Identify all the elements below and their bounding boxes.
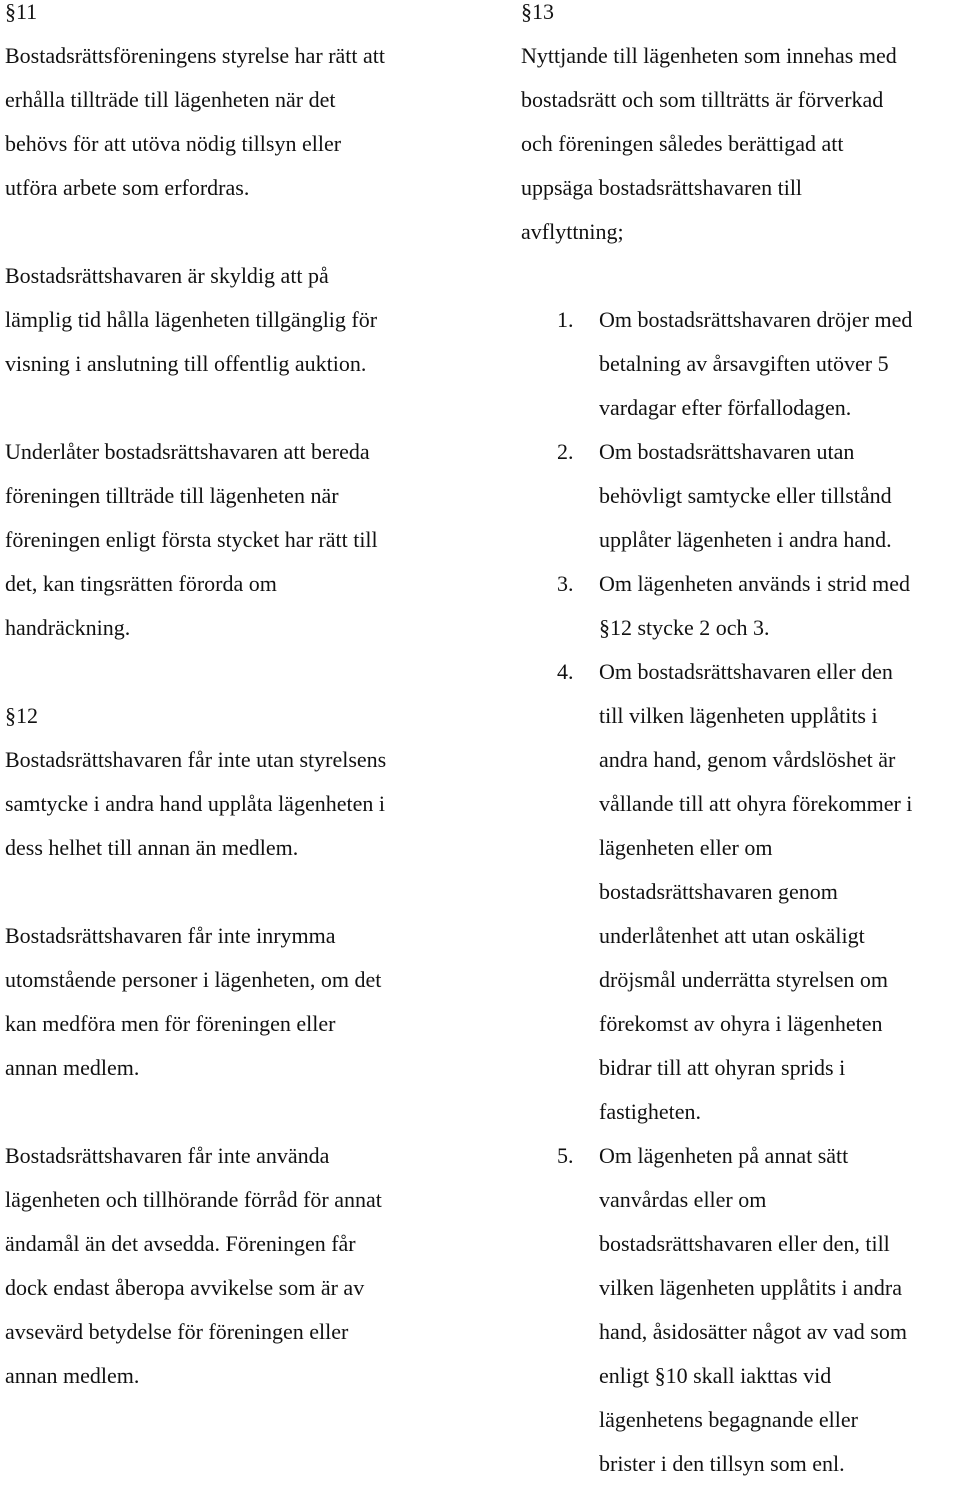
left-column [5,0,455,1398]
paragraph-sublet [5,738,455,870]
text-line: lämplig tid hålla lägenheten tillgänglig för [5,307,378,332]
text-line: föreningen tillträde till lägenheten när [5,483,339,508]
text-line: annan medlem. [5,1055,140,1080]
forfeiture-grounds-list [521,298,958,1486]
text-line: Om bostadsrättshavaren eller den [599,659,893,684]
list-item-number: 5. [557,1143,574,1168]
text-line: till vilken lägenheten upplåtits i [599,703,878,728]
text-line: utföra arbete som erfordras. [5,175,250,200]
text-line: lägenheten eller om [599,835,773,860]
text-line: betalning av årsavgiften utöver 5 [599,351,889,376]
text-line: dess helhet till annan än medlem. [5,835,299,860]
section-12-heading: §12 [5,703,38,728]
section-11-heading: §11 [5,0,38,24]
text-line: andra hand, genom vårdslöshet är [599,747,896,772]
paragraph-usage [5,1134,455,1398]
paragraph-showing [5,254,455,386]
paragraph-access-right [5,34,455,210]
text-line: behövligt samtycke eller tillstånd [599,483,892,508]
text-line: Bostadsrättshavaren får inte utan styrelsens [5,747,387,772]
text-line: föreningen enligt första stycket har rätt till [5,527,378,552]
text-line: ändamål än det avsedda. Föreningen får [5,1231,356,1256]
text-line: utomstående personer i lägenheten, om det [5,967,382,992]
text-line: behövs för att utöva nödig tillsyn eller [5,131,342,156]
text-line: hand, åsidosätter något av vad som [599,1319,907,1344]
list-item [521,298,958,430]
text-line: Bostadsrättshavaren får inte inrymma [5,923,336,948]
list-item [521,650,958,1134]
text-line: enligt §10 skall iakttas vid [599,1363,832,1388]
section-13-heading: §13 [521,0,554,24]
text-line: bostadsrättshavaren genom [599,879,838,904]
text-line: samtycke i andra hand upplåta lägenheten i [5,791,385,816]
text-line: vållande till att ohyra förekommer i [599,791,913,816]
paragraph-outsiders [5,914,455,1090]
list-item-number: 1. [557,307,574,332]
text-line: vardagar efter förfallodagen. [599,395,852,420]
text-line: annan medlem. [5,1363,140,1388]
paragraph-forfeiture-intro [521,34,958,254]
text-line: Om lägenheten på annat sätt [599,1143,849,1168]
text-line: Bostadsrättshavaren är skyldig att på [5,263,329,288]
text-line: Bostadsrättshavaren får inte använda [5,1143,330,1168]
text-line: fastigheten. [599,1099,702,1124]
text-line: Bostadsrättsföreningens styrelse har rätt att [5,43,386,68]
text-line: lägenheten och tillhörande förråd för annat [5,1187,382,1212]
text-line: erhålla tillträde till lägenheten när det [5,87,336,112]
list-item [521,562,958,650]
text-line: dröjsmål underrätta styrelsen om [599,967,888,992]
text-line: lägenhetens begagnande eller [599,1407,858,1432]
paragraph-enforcement [5,430,455,650]
text-line: och föreningen således berättigad att [521,131,844,156]
text-line: Om bostadsrättshavaren utan [599,439,855,464]
text-line: bostadsrätt och som tillträtts är förverkad [521,87,884,112]
text-line: det, kan tingsrätten förorda om [5,571,277,596]
text-line: handräckning. [5,615,131,640]
list-item [521,430,958,562]
list-item-number: 2. [557,439,574,464]
text-line: Nyttjande till lägenheten som innehas med [521,43,897,68]
text-line: uppsäga bostadsrättshavaren till [521,175,803,200]
text-line: vanvårdas eller om [599,1187,767,1212]
text-line: upplåter lägenheten i andra hand. [599,527,892,552]
text-line: Om lägenheten används i strid med [599,571,910,596]
text-line: Underlåter bostadsrättshavaren att bereda [5,439,370,464]
text-line: underlåtenhet att utan oskäligt [599,923,865,948]
text-line: Om bostadsrättshavaren dröjer med [599,307,913,332]
text-line: dock endast åberopa avvikelse som är av [5,1275,365,1300]
text-line: vilken lägenheten upplåtits i andra [599,1275,903,1300]
text-line: avsevärd betydelse för föreningen eller [5,1319,349,1344]
text-line: förekomst av ohyra i lägenheten [599,1011,883,1036]
text-line: visning i anslutning till offentlig auktion. [5,351,367,376]
list-item-number: 4. [557,659,574,684]
text-line: §12 stycke 2 och 3. [599,615,770,640]
right-column [521,0,958,1486]
text-line: kan medföra men för föreningen eller [5,1011,336,1036]
text-line: bidrar till att ohyran sprids i [599,1055,846,1080]
text-line: avflyttning; [521,219,624,244]
list-item [521,1134,958,1486]
list-item-number: 3. [557,571,574,596]
text-line: bostadsrättshavaren eller den, till [599,1231,890,1256]
text-line: brister i den tillsyn som enl. [599,1451,845,1476]
